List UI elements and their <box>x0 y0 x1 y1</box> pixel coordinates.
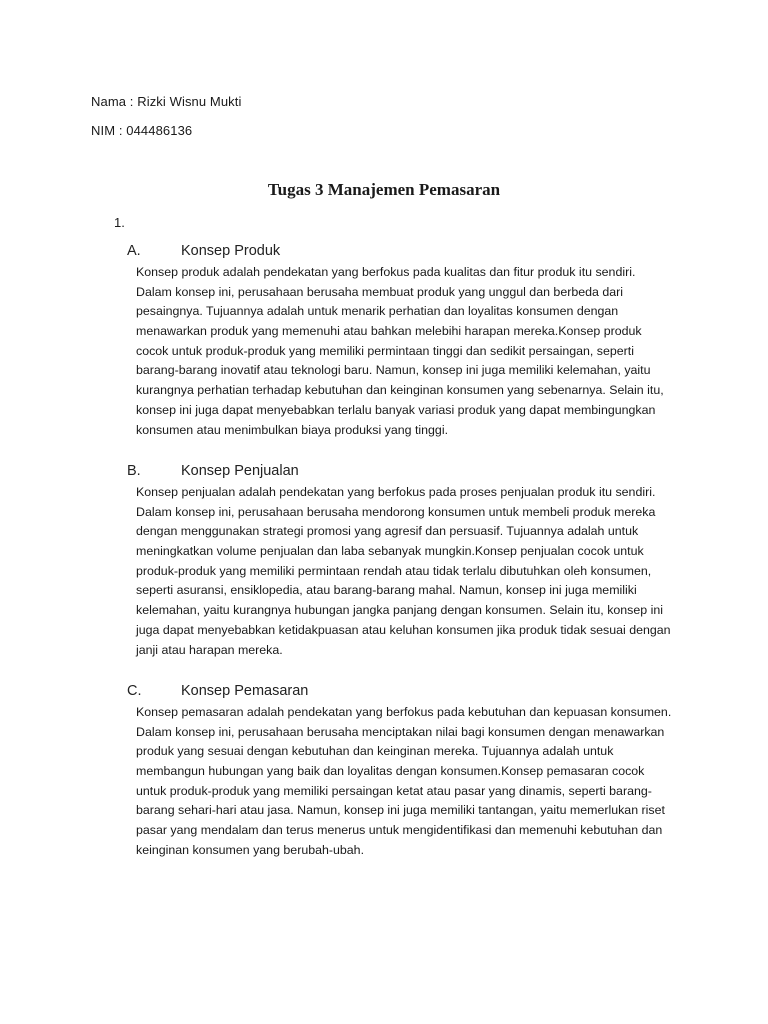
section-title: Konsep Pemasaran <box>181 683 309 699</box>
paragraph-line: dengan menggunakan strategi promosi yang agresif dan persuasif. Tujuannya adalah untuk <box>136 524 639 539</box>
paragraph-line: meningkatkan volume penjualan dan laba sebanyak mungkin.Konsep penjualan cocok untuk <box>136 544 644 559</box>
question-number: 1. <box>114 215 125 230</box>
paragraph-line: Konsep penjualan adalah pendekatan yang berfokus pada proses penjualan produk itu sendiri. <box>136 485 656 499</box>
student-name: Nama : Rizki Wisnu Mukti <box>91 94 242 109</box>
section-heading <box>0 243 768 263</box>
paragraph-line: menawarkan produk yang memenuhi atau bahkan melebihi harapan mereka.Konsep produk <box>136 324 642 339</box>
paragraph-line: Dalam konsep ini, perusahaan berusaha menciptakan nilai bagi konsumen dengan menawarkan <box>136 724 665 739</box>
paragraph-line: Dalam konsep ini, perusahaan berusaha membuat produk yang unggul dan berbeda dari <box>136 284 624 299</box>
paragraph-line: Dalam konsep ini, perusahaan berusaha mendorong konsumen untuk membeli produk mereka <box>136 504 656 519</box>
paragraph-line: kurangnya perhatian terhadap kebutuhan dan keinginan konsumen yang sebenarnya. Selain itu, <box>136 383 664 398</box>
paragraph-line: untuk produk-produk yang memiliki persaingan ketat atau pasar yang dinamis, seperti barang- <box>136 783 652 798</box>
section-paragraph <box>136 703 671 861</box>
section-heading <box>0 683 768 703</box>
paragraph-line: kelemahan, yaitu kurangnya hubungan jangka panjang dengan konsumen. Selain itu, konsep ini <box>136 603 663 618</box>
section-konsep-penjualan <box>0 463 768 657</box>
section-title: Konsep Penjualan <box>181 463 299 479</box>
paragraph-line: membangun hubungan yang baik dan loyalitas dengan konsumen.Konsep pemasaran cocok <box>136 764 645 779</box>
paragraph-line: keinginan konsumen yang berubah-ubah. <box>136 842 365 857</box>
paragraph-line: Konsep produk adalah pendekatan yang berfokus pada kualitas dan fitur produk itu sendiri. <box>136 265 636 279</box>
paragraph-line: pesaingnya. Tujuannya adalah untuk menarik perhatian dan loyalitas konsumen dengan <box>136 304 619 319</box>
paragraph-line: barang sehari-hari atau jasa. Namun, konsep ini juga memiliki tantangan, yaitu memerlukan riset <box>136 803 665 818</box>
paragraph-line: konsumen atau menimbulkan biaya produksi yang tinggi. <box>136 422 449 437</box>
paragraph-line: juga dapat menyebabkan ketidakpuasan atau keluhan konsumen jika produk tidak sesuai dengan <box>136 622 671 637</box>
section-letter: C. <box>127 683 142 699</box>
section-konsep-produk <box>0 243 768 437</box>
section-letter: A. <box>127 243 141 259</box>
paragraph-line: produk yang sesuai dengan kebutuhan dan keinginan mereka. Tujuannya adalah untuk <box>136 744 614 759</box>
paragraph-line: Konsep pemasaran adalah pendekatan yang berfokus pada kebutuhan dan kepuasan konsumen. <box>136 705 672 719</box>
paragraph-line: pasar yang mendalam dan terus menerus untuk mengidentifikasi dan memenuhi kebutuhan dan <box>136 823 663 838</box>
paragraph-line: seperti asuransi, ensiklopedia, atau barang-barang mahal. Namun, konsep ini juga memiliki <box>136 583 637 598</box>
section-heading <box>0 463 768 483</box>
paragraph-line: cocok untuk produk-produk yang memiliki permintaan tinggi dan sedikit persaingan, seperti <box>136 343 634 358</box>
section-paragraph <box>136 483 671 660</box>
section-konsep-pemasaran <box>0 683 768 857</box>
paragraph-line: produk-produk yang memiliki permintaan rendah atau tidak terlalu dibutuhkan oleh konsumen, <box>136 563 652 578</box>
document-title: Tugas 3 Manajemen Pemasaran <box>267 180 501 199</box>
paragraph-line: barang-barang inovatif atau teknologi baru. Namun, konsep ini juga memiliki kelemahan, yaitu <box>136 363 651 378</box>
section-paragraph <box>136 263 664 440</box>
student-nim: NIM : 044486136 <box>91 123 193 138</box>
section-letter: B. <box>127 463 141 479</box>
paragraph-line: konsep ini juga dapat menyebabkan terlalu banyak variasi produk yang dapat membingungkan <box>136 402 656 417</box>
paragraph-line: janji atau harapan mereka. <box>136 642 283 657</box>
section-title: Konsep Produk <box>181 243 281 259</box>
